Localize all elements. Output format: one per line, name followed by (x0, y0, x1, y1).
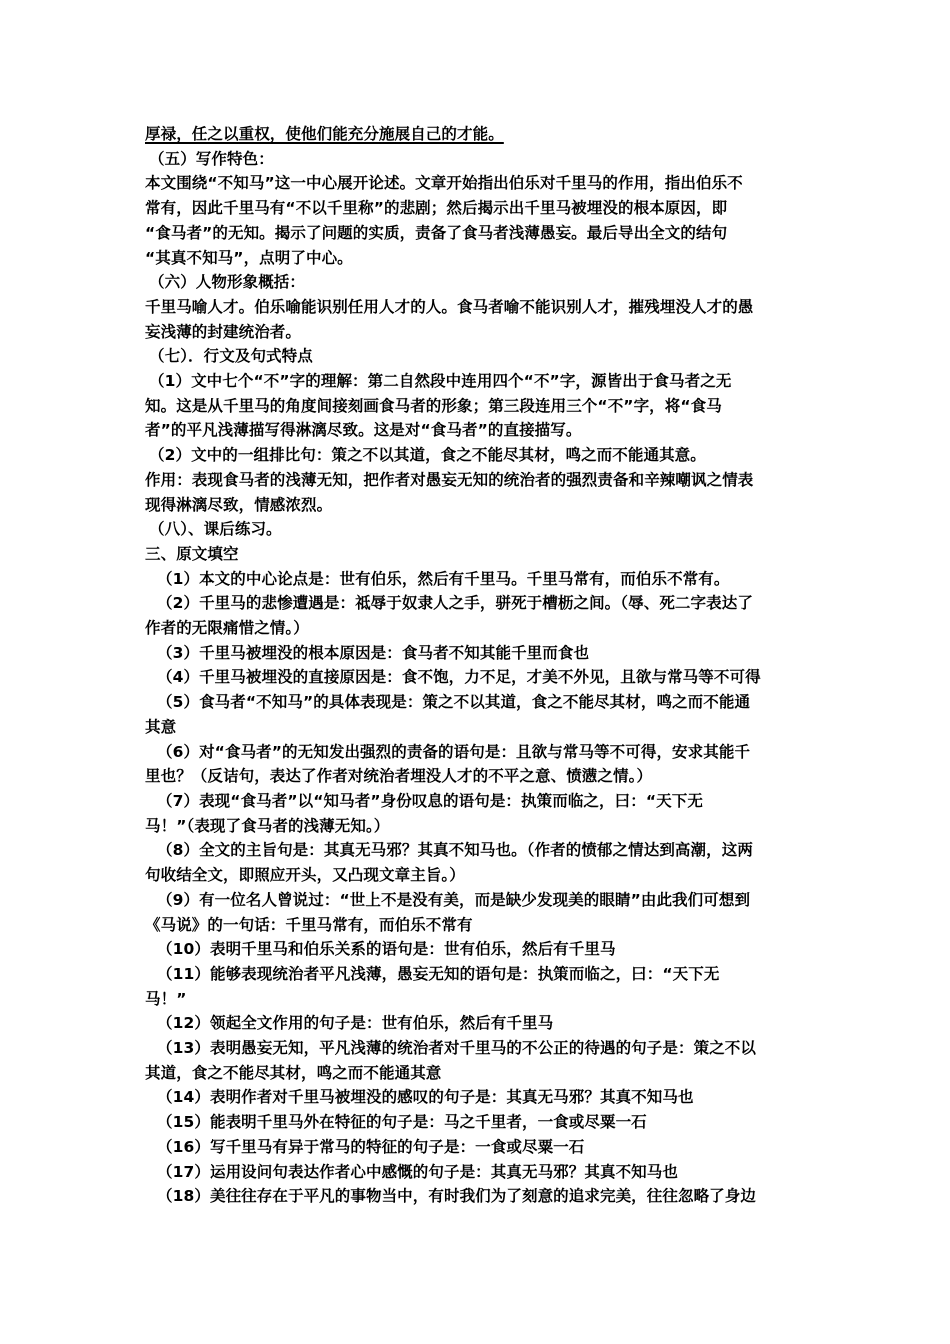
list-item-continuation: 其意 (145, 717, 177, 736)
paragraph-line: “食马者”的无知。揭示了问题的实质，责备了食马者浅薄愚妄。最后导出全文的结句 (145, 223, 728, 242)
list-item: （15）能表明千里马外在特征的句子是：马之千里者，一食或尽粟一石 (157, 1113, 647, 1132)
list-item-continuation: 作者的无限痛惜之情。） (145, 619, 309, 638)
heading-character-summary: （六）人物形象概括： (149, 273, 306, 292)
list-item-continuation: 句收结全文，即照应开头，又凸现文章主旨。） (145, 866, 465, 885)
list-item: （11）能够表现统治者平凡浅薄，愚妄无知的语句是：执策而临之，曰：“天下无 (157, 964, 720, 983)
paragraph-line: 千里马喻人才。伯乐喻能识别任用人才的人。食马者喻不能识别人才，摧残埋没人才的愚 (145, 297, 754, 316)
list-item-continuation: 其道，食之不能尽其材，鸣之而不能通其意 (145, 1063, 442, 1082)
list-item: （18）美往往存在于平凡的事物当中，有时我们为了刻意的追求完美，往往忽略了身边 (157, 1187, 756, 1206)
list-item: （7）表现“食马者”以“知马者”身份叹息的语句是：执策而临之，曰：“天下无 (157, 791, 703, 810)
list-item: （5）食马者“不知马”的具体表现是：策之不以其道，食之不能尽其材，鸣之而不能通 (157, 693, 751, 712)
heading-exercises: （八）、课后练习。 (149, 520, 282, 539)
list-item: （1）本文的中心论点是：世有伯乐，然后有千里马。千里马常有，而伯乐不常有。 (157, 569, 730, 588)
list-item: （2）千里马的悲惨遭遇是：祗辱于奴隶人之手，骈死于槽枥之间。（辱、死二字表达了 (157, 594, 753, 613)
list-item-continuation: 马！”（表现了食马者的浅薄无知。） (145, 816, 390, 835)
list-item: （13）表明愚妄无知，平凡浅薄的统治者对千里马的不公正的待遇的句子是：策之不以 (157, 1039, 756, 1058)
list-item: （4）千里马被埋没的直接原因是：食不饱，力不足，才美不外见，且欲与常马等不可得 (157, 668, 761, 687)
list-item: （8）全文的主旨句是：其真无马邪？其真不知马也。（作者的愤郁之情达到高潮，这两 (157, 841, 753, 860)
paragraph-line: 现得淋漓尽致，情感浓烈。 (145, 495, 333, 514)
document-body (145, 122, 813, 1209)
paragraph-line: “其真不知马”，点明了中心。 (145, 248, 353, 267)
list-item-continuation: 马！” (145, 989, 187, 1008)
heading-writing-features: （五）写作特色： (149, 149, 274, 168)
list-item: （16）写千里马有异于常马的特征的句子是：一食或尽粟一石 (157, 1137, 585, 1156)
list-item: （17）运用设问句表达作者心中感慨的句子是：其真无马邪？其真不知马也 (157, 1162, 678, 1181)
paragraph-line: 妄浅薄的封建统治者。 (145, 322, 302, 341)
paragraph-line: 常有，因此千里马有“不以千里称”的悲剧；然后揭示出千里马被埋没的根本原因，即 (145, 199, 728, 218)
paragraph-line: （1）文中七个“不”字的理解：第二自然段中连用四个“不”字，源皆出于食马者之无 (149, 372, 732, 391)
text-line-continuation: 厚禄，任之以重权，使他们能充分施展自己的才能。 (145, 125, 504, 143)
paragraph-line: （2）文中的一组排比句：策之不以其道，食之不能尽其材，鸣之而不能通其意。 (149, 446, 706, 465)
paragraph-line: 知。这是从千里马的角度间接刻画食马者的形象；第三段连用三个“不”字，将“食马 (145, 396, 722, 415)
list-item-continuation: 《马说》的一句话：千里马常有，而伯乐不常有 (145, 915, 473, 934)
list-item: （12）领起全文作用的句子是：世有伯乐，然后有千里马 (157, 1014, 554, 1033)
list-item: （3）千里马被埋没的根本原因是：食马者不知其能千里而食也 (157, 643, 590, 662)
heading-fill-in-blanks: 三、原文填空 (145, 544, 239, 563)
list-item: （10）表明千里马和伯乐关系的语句是：世有伯乐，然后有千里马 (157, 940, 616, 959)
paragraph-line: 本文围绕“不知马”这一中心展开论述。文章开始指出伯乐对千里马的作用，指出伯乐不 (145, 174, 743, 193)
paragraph-line: 者”的平凡浅薄描写得淋漓尽致。这是对“食马者”的直接描写。 (145, 421, 582, 440)
list-item: （14）表明作者对千里马被埋没的感叹的句子是：其真无马邪？其真不知马也 (157, 1088, 694, 1107)
heading-sentence-features: （七）．行文及句式特点 (149, 347, 313, 366)
list-item: （9）有一位名人曾说过：“世上不是没有美，而是缺少发现美的眼睛”由此我们可想到 (157, 890, 751, 909)
paragraph-line: 作用：表现食马者的浅薄无知，把作者对愚妄无知的统治者的强烈责备和辛辣嘲讽之情表 (145, 470, 754, 489)
list-item-continuation: 里也？（反诘句，表达了作者对统治者埋没人才的不平之意、愤懑之情。） (145, 767, 653, 786)
list-item: （6）对“食马者”的无知发出强烈的责备的语句是：且欲与常马等不可得，安求其能千 (157, 742, 751, 761)
